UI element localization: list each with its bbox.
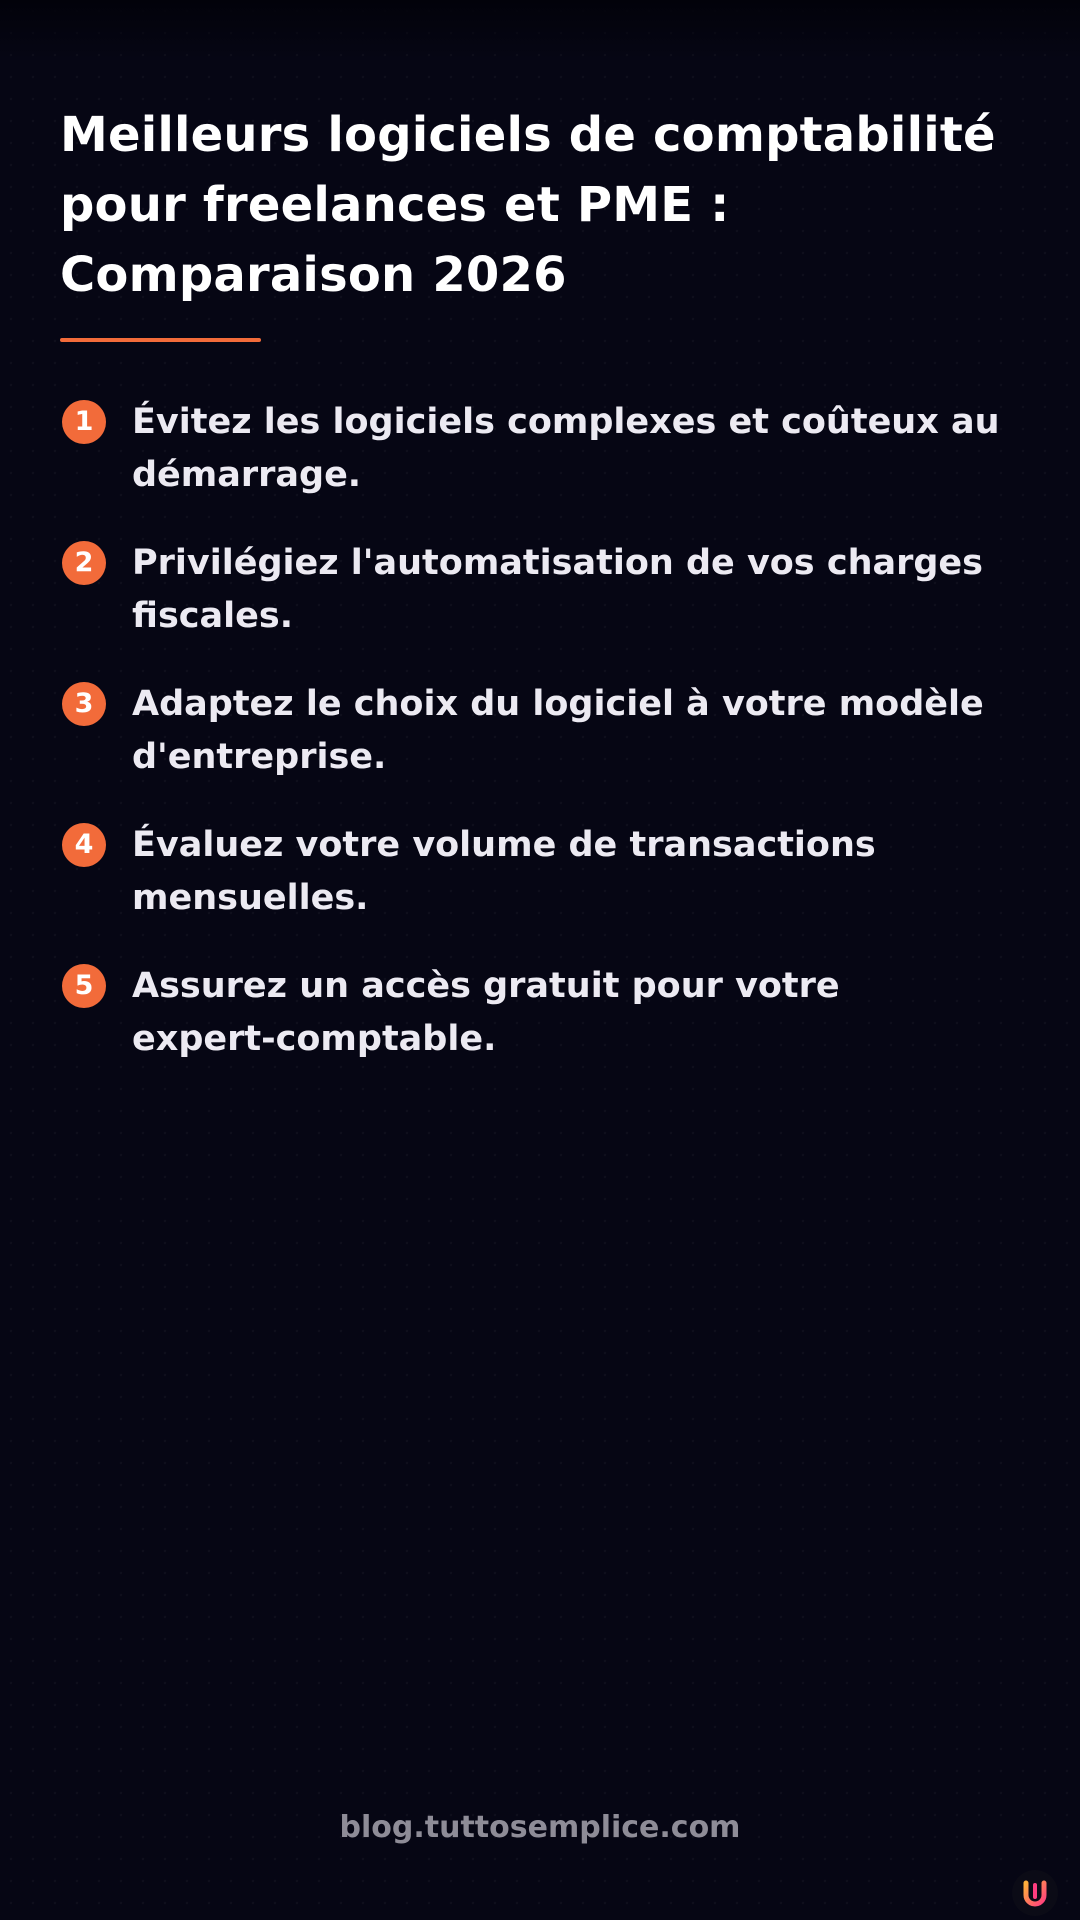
tip-number-badge: 4 [62, 823, 106, 867]
footer-url-link[interactable]: blog.tuttosemplice.com [339, 1810, 741, 1845]
tip-item [60, 960, 1020, 1066]
title-accent-bar [60, 338, 261, 342]
tip-number-badge: 3 [62, 682, 106, 726]
tip-text-line: démarrage. [132, 455, 362, 495]
tips-list [60, 396, 1020, 1066]
tip-text [132, 537, 1020, 643]
main-content [60, 100, 1020, 1101]
tip-item [60, 678, 1020, 784]
tip-number-badge: 1 [62, 400, 106, 444]
page-title [60, 100, 1020, 310]
tip-number-badge: 5 [62, 964, 106, 1008]
tip-text [132, 819, 1020, 925]
tip-number-badge: 2 [62, 541, 106, 585]
tip-text-line: Privilégiez l'automatisation de vos charges [132, 543, 983, 583]
tip-text-line: fiscales. [132, 596, 294, 636]
tip-text-line: Assurez un accès gratuit pour votre [132, 966, 840, 1006]
tip-text [132, 678, 1020, 784]
title-line: Comparaison 2026 [60, 247, 567, 303]
tip-text-line: Évaluez votre volume de transactions [132, 825, 876, 865]
tip-text-line: d'entreprise. [132, 737, 387, 777]
tip-text-line: mensuelles. [132, 878, 369, 918]
tip-text [132, 960, 1020, 1066]
title-line: Meilleurs logiciels de comptabilité [60, 107, 996, 163]
tip-text [132, 396, 1020, 502]
tip-text-line: Adaptez le choix du logiciel à votre modèle [132, 684, 984, 724]
tip-text-line: Évitez les logiciels complexes et coûteux au [132, 402, 1000, 442]
tip-text-line: expert-comptable. [132, 1019, 497, 1059]
tip-item [60, 537, 1020, 643]
brand-logo-icon [1012, 1870, 1058, 1916]
top-fade [0, 0, 1080, 60]
tip-item [60, 396, 1020, 502]
title-line: pour freelances et PME : [60, 177, 730, 233]
tip-item [60, 819, 1020, 925]
